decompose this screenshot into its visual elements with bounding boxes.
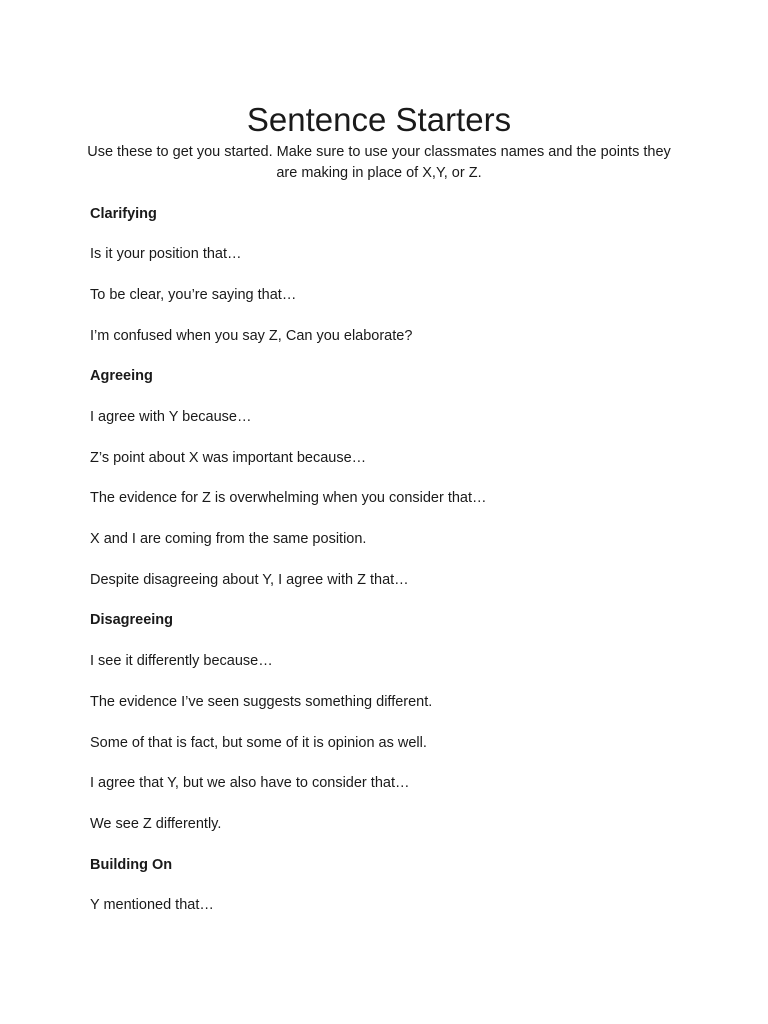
list-item: Z’s point about X was important because… <box>90 450 367 466</box>
page-title: Sentence Starters <box>246 101 512 138</box>
list-item: The evidence for Z is overwhelming when you consider that… <box>90 490 487 506</box>
list-item: I’m confused when you say Z, Can you elaborate? <box>90 328 413 344</box>
list-item: The evidence I’ve seen suggests something different. <box>90 694 433 710</box>
section-heading-disagreeing: Disagreeing <box>90 612 173 628</box>
list-item: I see it differently because… <box>90 653 273 669</box>
list-item: To be clear, you’re saying that… <box>90 287 297 303</box>
list-item: X and I are coming from the same position. <box>90 531 367 547</box>
section-heading-building-on: Building On <box>90 857 173 873</box>
intro-paragraph: Use these to get you started. Make sure to use your classmates names and the points they are making in place of X,Y, or Z. <box>87 144 671 181</box>
list-item: Despite disagreeing about Y, I agree with Z that… <box>90 572 409 588</box>
list-item: Y mentioned that… <box>90 897 214 913</box>
list-item: We see Z differently. <box>90 816 222 832</box>
section-heading-clarifying: Clarifying <box>90 206 157 222</box>
list-item: Some of that is fact, but some of it is opinion as well. <box>90 735 427 751</box>
section-heading-agreeing: Agreeing <box>90 368 153 384</box>
list-item: I agree that Y, but we also have to consider that… <box>90 775 410 791</box>
list-item: I agree with Y because… <box>90 409 252 425</box>
list-item: Is it your position that… <box>90 246 242 262</box>
